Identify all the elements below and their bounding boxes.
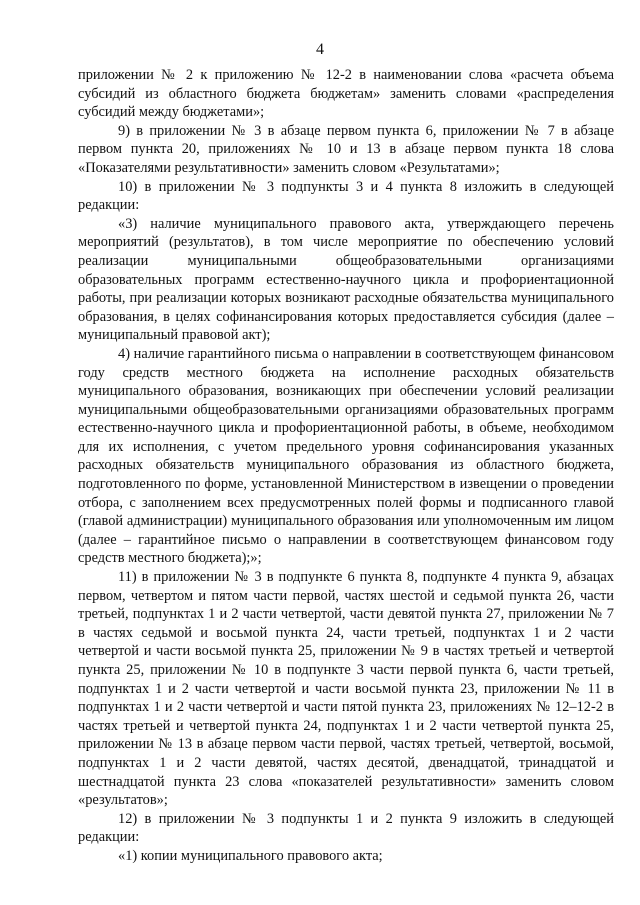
paragraph-item-9: 9) в приложении № 3 в абзаце первом пункта 6, приложении № 7 в абзаце первом пункта 20, приложениях № 10 и 13 в абзаце первом пункта 18 слова «Показателями результативности» заменить словом «Результатами»;: [78, 122, 614, 176]
document-body: [78, 66, 614, 866]
paragraph-subitem-4: 4) наличие гарантийного письма о направлении в соответствующем финансовом году средств местного бюджета на исполнение расходных обязательств муниципального образования, возникающих при обеспечении условий реализации муниципальными общеобразовательными организациями образовательных программ естественно-научного цикла и профориентационной работы, в объеме, необходимом для их исполнения, с учетом предельного уровня софинансирования указанных расходных обязательств муниципального образования из областного бюджета, подготовленного по форме, установленной Министерством в извещении о проведении отбора, с заполнением всех предусмотренных полей формы и подписанного главой (главой администрации) муниципального образования или уполномоченным им лицом (далее – гарантийное письмо о направлении в соответствующем финансовом году средств местного бюджета);»;: [78, 345, 614, 567]
paragraph-item-11: 11) в приложении № 3 в подпункте 6 пункта 8, подпункте 4 пункта 9, абзацах первом, четвертом и пятом части первой, частях шестой и седьмой пункта 26, части третьей, подпунктах 1 и 2 части четвертой, части девятой пункта 27, приложении № 7 в частях седьмой и восьмой пункта 24, части третьей, подпунктах 1 и 2 части четвертой и части восьмой пункта 25, приложении № 9 в частях третьей и четвертой пункта 25, приложении № 10 в подпункте 3 части первой пункта 6, части третьей, подпунктах 1 и 2 части четвертой и части восьмой пункта 23, приложении № 11 в подпунктах 1 и 2 части четвертой и части пятой пункта 23, приложениях № 12–12-2 в частях третьей и четвертой пункта 24, подпунктах 1 и 2 части четвертой пункта 25, приложении № 13 в абзаце первом части первой, частях третьей, четвертой, восьмой, подпунктах 1 и 2 части девятой, частях десятой, двенадцатой, тринадцатой и шестнадцатой пункта 23 слова «показателей результативности» заменить словом «результатов»;: [78, 569, 614, 809]
paragraph-subitem-3: «3) наличие муниципального правового акта, утверждающего перечень мероприятий (результатов), в том числе мероприятие по обеспечению условий реализации муниципальными общеобразовательными организациями образовательных программ естественно-научного цикла и профориентационной работы, при реализации которых возникают расходные обязательства муниципального образования, в целях софинансирования которых предоставляется субсидия (далее – муниципальный правовой акт);: [78, 215, 614, 344]
paragraph-item-12: 12) в приложении № 3 подпункты 1 и 2 пункта 9 изложить в следующей редакции:: [78, 810, 614, 846]
paragraph-item-10: 10) в приложении № 3 подпункты 3 и 4 пункта 8 изложить в следующей редакции:: [78, 178, 614, 214]
paragraph-continuation: приложении № 2 к приложению № 12-2 в наименовании слова «расчета объема субсидий из областного бюджета бюджетам» заменить словами «распределения субсидий между бюджетами»;: [78, 67, 614, 121]
page-number: 4: [316, 41, 324, 58]
paragraph-subitem-1: «1) копии муниципального правового акта;: [118, 847, 383, 864]
